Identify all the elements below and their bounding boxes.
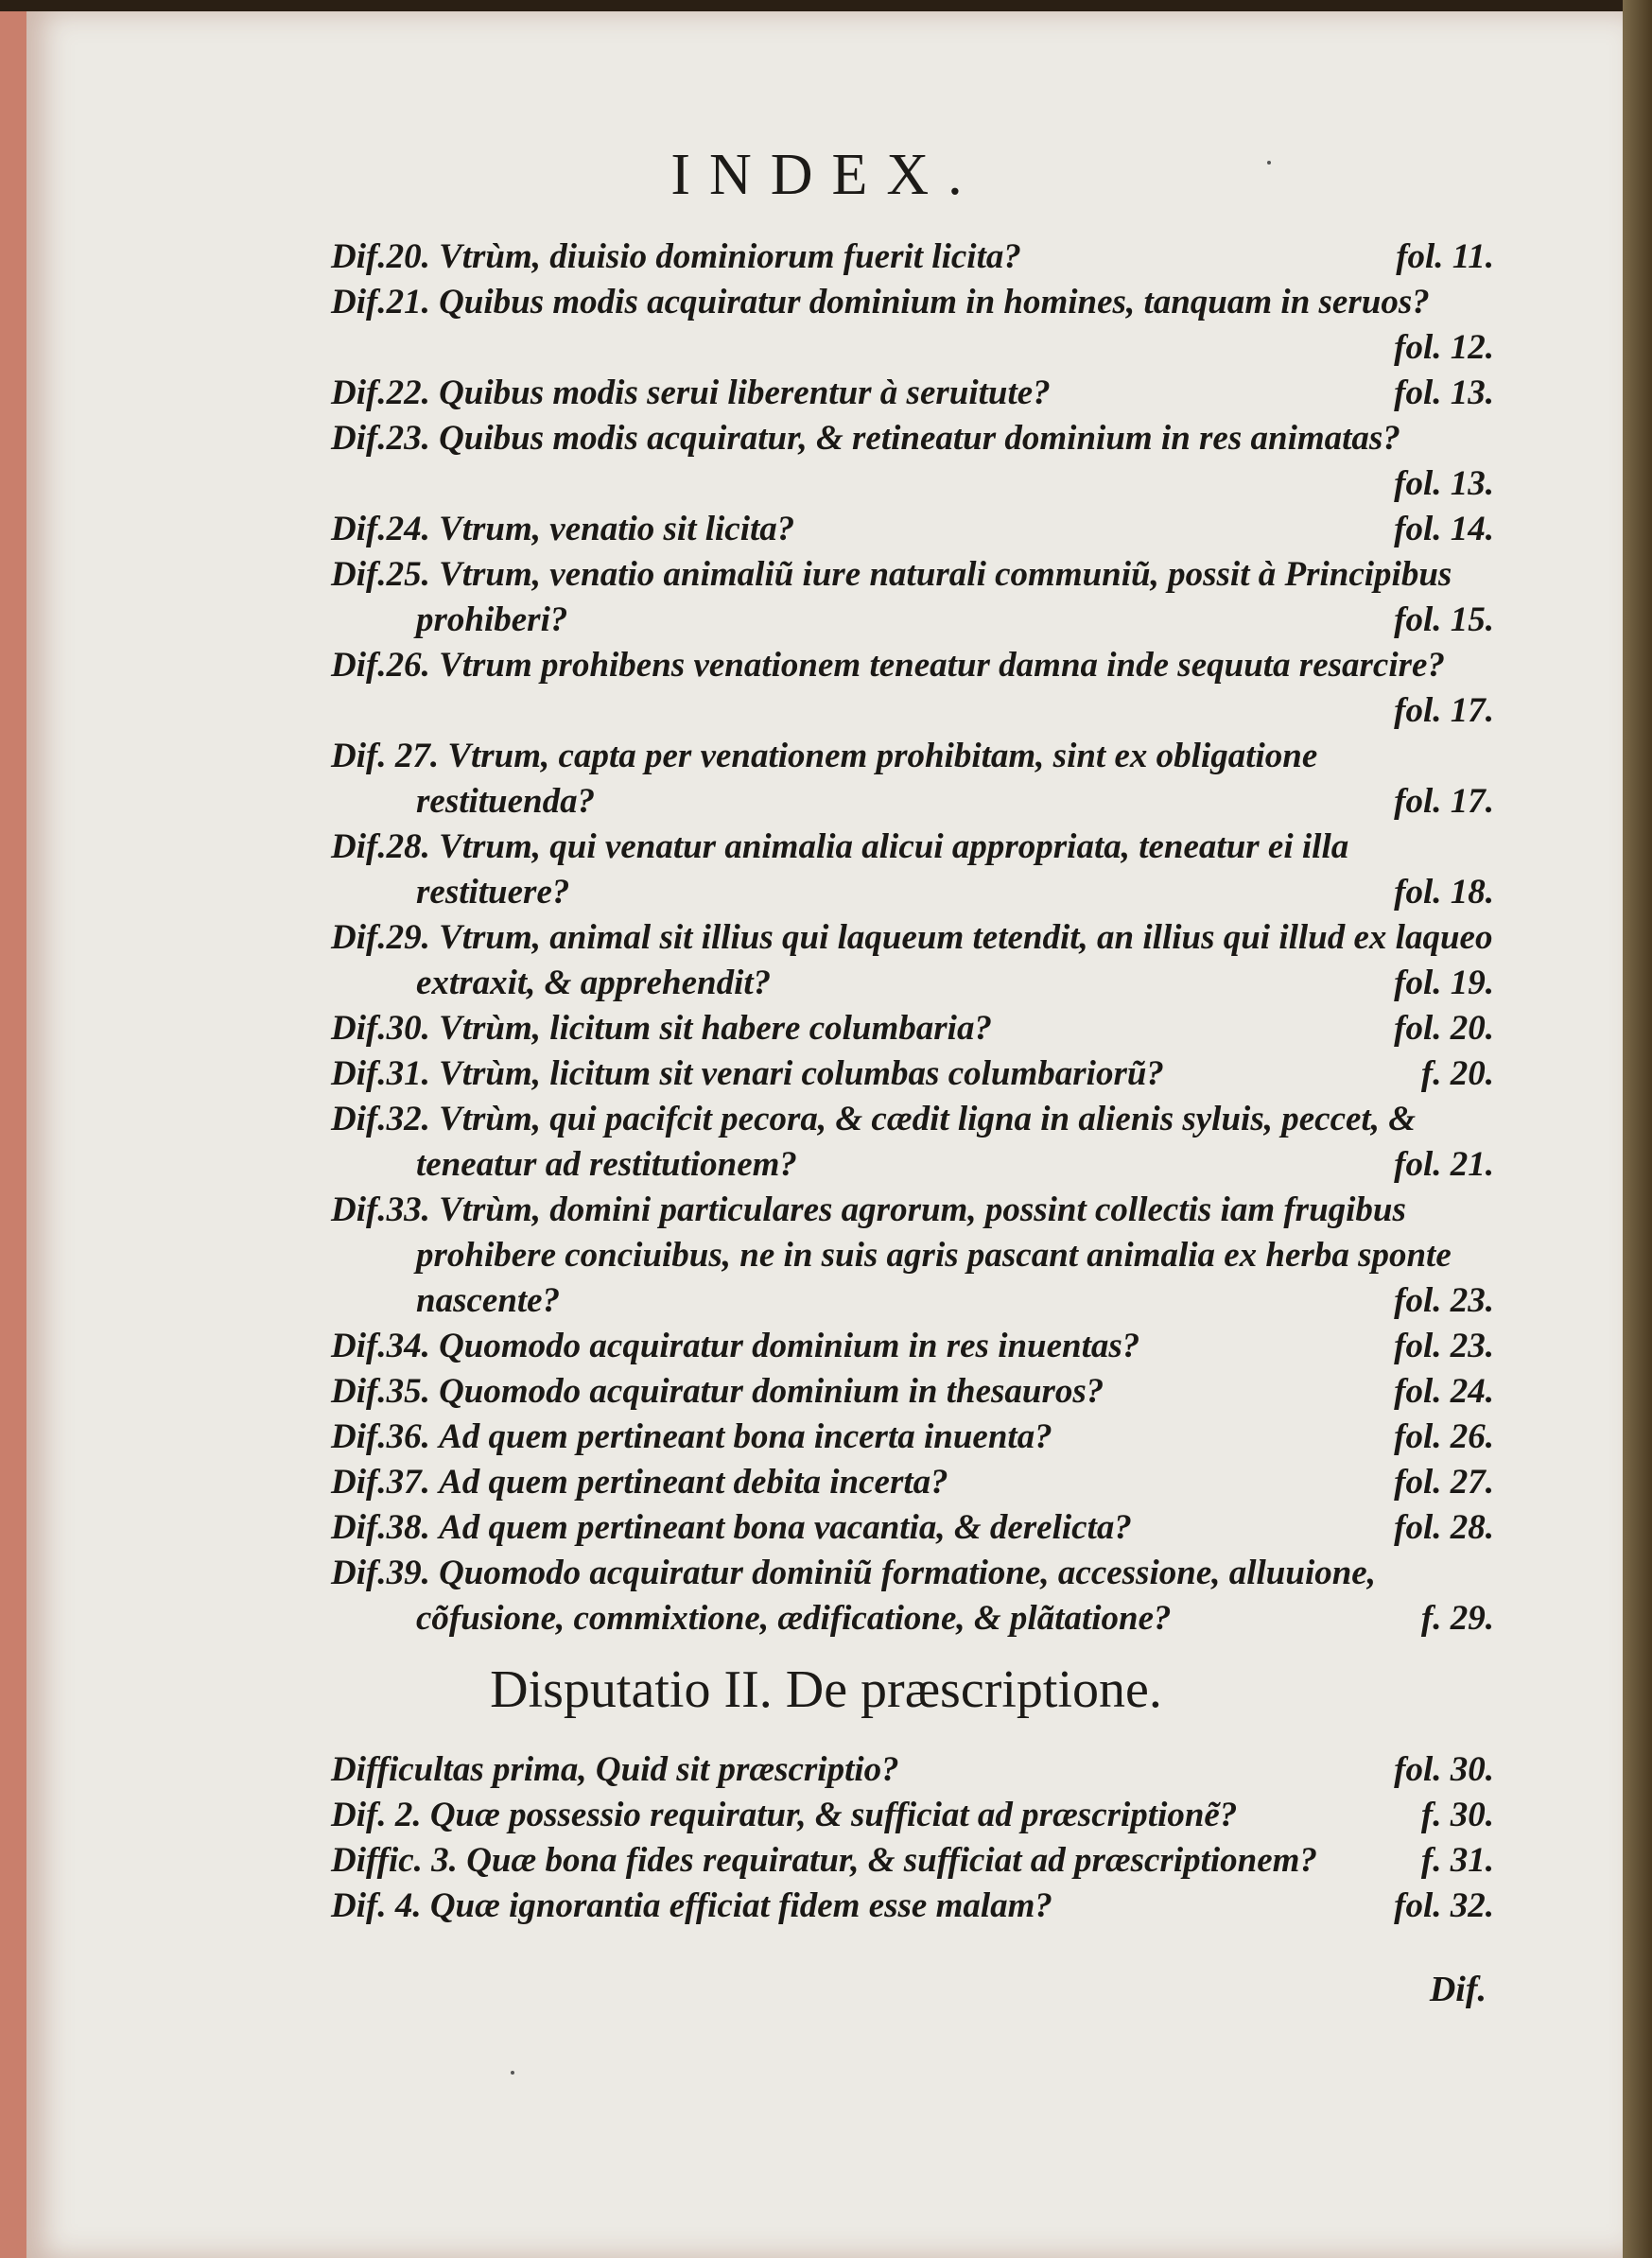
- entry-title: Vtrùm, domini particulares agrorum, possint collectis iam frugibus prohibere conciuibus, ne in suis agris pascant animalia ex herba sponte nascente?: [416, 1190, 1452, 1320]
- entry-number: Dif.22.: [331, 373, 430, 412]
- entry-title: Vtrum, capta per venationem prohibitam, sint ex obligatione restituenda?: [416, 737, 1318, 821]
- entry-folio: fol. 30.: [1382, 1747, 1494, 1793]
- entry-folio: fol. 23.: [1382, 1324, 1494, 1369]
- entry-folio: fol. 15.: [1382, 598, 1494, 643]
- entry-number: Dif.21.: [331, 283, 430, 321]
- entry-title: Vtrùm, licitum sit habere columbaria?: [439, 1009, 992, 1048]
- entry-number: Dif. 27.: [331, 737, 440, 775]
- index-entry: [331, 371, 1494, 416]
- entry-title: Ad quem pertineant bona incerta inuenta?: [439, 1417, 1052, 1456]
- entry-folio: fol. 23.: [1382, 1278, 1494, 1324]
- entry-folio: fol. 28.: [1382, 1505, 1494, 1551]
- entry-folio: fol. 18.: [1382, 870, 1494, 915]
- entry-folio: fol. 17.: [1382, 779, 1494, 825]
- entry-number: Dif.33.: [331, 1190, 430, 1229]
- entry-number: Dif.31.: [331, 1054, 430, 1093]
- paper-speck: [511, 2071, 514, 2075]
- paper-speck: [1267, 161, 1271, 165]
- entry-number: Dif.30.: [331, 1009, 430, 1048]
- entry-folio: fol. 24.: [1382, 1369, 1494, 1415]
- entry-number: Dif.23.: [331, 419, 430, 458]
- index-entry: [331, 1838, 1494, 1884]
- entry-folio: fol. 13.: [1382, 461, 1494, 507]
- index-entry: [331, 825, 1494, 915]
- entry-folio: fol. 27.: [1382, 1460, 1494, 1505]
- entry-number: Dif.24.: [331, 510, 430, 548]
- entry-title: Vtrum prohibens venationem teneatur damna inde sequuta resarcire?: [439, 646, 1445, 685]
- entry-number: Dif. 2.: [331, 1796, 422, 1834]
- entry-title: Quomodo acquiratur dominiũ formatione, accessione, alluuione, cõfusione, commixtione, ædificatione, & plãtatione?: [416, 1554, 1376, 1638]
- entry-number: Dif.37.: [331, 1463, 430, 1502]
- entry-title: Vtrum, animal sit illius qui laqueum tetendit, an illius qui illud ex laqueo extraxit, & apprehendit?: [416, 918, 1493, 1002]
- entry-number: Dif.25.: [331, 555, 430, 594]
- index-entry: [331, 1006, 1494, 1051]
- index-entry: [331, 507, 1494, 552]
- book-spine: [1623, 0, 1652, 2258]
- entry-number: Dif.28.: [331, 827, 430, 866]
- entry-title: Vtrùm, licitum sit venari columbas columbariorũ?: [439, 1054, 1164, 1093]
- entry-number: Dif.26.: [331, 646, 430, 685]
- entry-title: Ad quem pertineant debita incerta?: [439, 1463, 948, 1502]
- index-list-disputatio-2: [331, 1747, 1494, 1929]
- entry-number: Dif.39.: [331, 1554, 430, 1592]
- entry-title: Quibus modis serui liberentur à seruitute?: [439, 373, 1051, 412]
- index-entry: [331, 643, 1494, 734]
- index-entry: [331, 1415, 1494, 1460]
- index-entry: [331, 1793, 1494, 1838]
- entry-number: Dif.35.: [331, 1372, 430, 1411]
- entry-folio: fol. 26.: [1382, 1415, 1494, 1460]
- index-entry: [331, 1324, 1494, 1369]
- index-entry: [331, 234, 1494, 280]
- index-entry: [331, 1369, 1494, 1415]
- entry-folio: fol. 19.: [1382, 961, 1494, 1006]
- entry-title: Vtrum, venatio animaliũ iure naturali communiũ, possit à Principibus prohiberi?: [416, 555, 1452, 639]
- entry-number: Diffic. 3.: [331, 1841, 458, 1880]
- entry-folio: fol. 14.: [1382, 507, 1494, 552]
- entry-title: Quibus modis acquiratur, & retineatur dominium in res animatas?: [439, 419, 1400, 458]
- index-entry: [331, 416, 1494, 507]
- entry-folio: f. 29.: [1410, 1596, 1494, 1641]
- entry-title: Vtrum, qui venatur animalia alicui appropriata, teneatur ei illa restituere?: [416, 827, 1349, 912]
- entry-title: Quomodo acquiratur dominium in res inuentas?: [439, 1327, 1140, 1365]
- entry-title: Quæ ignorantia efficiat fidem esse malam?: [429, 1886, 1052, 1925]
- entry-title: Ad quem pertineant bona vacantia, & derelicta?: [439, 1508, 1132, 1547]
- entry-number: Dif.32.: [331, 1100, 430, 1138]
- index-list-disputatio-1: [331, 234, 1494, 1641]
- entry-title: Quæ possessio requiratur, & sufficiat ad præscriptionẽ?: [429, 1796, 1238, 1834]
- entry-number: Dif.38.: [331, 1508, 430, 1547]
- entry-folio: fol. 32.: [1382, 1884, 1494, 1929]
- catchword: Dif.: [1429, 1970, 1487, 2009]
- running-head: INDEX.: [670, 143, 982, 207]
- entry-number: Dif. 4.: [331, 1886, 422, 1925]
- entry-folio: fol. 20.: [1382, 1006, 1494, 1051]
- entry-folio: f. 30.: [1410, 1793, 1494, 1838]
- entry-title: Vtrùm, diuisio dominiorum fuerit licita?: [439, 237, 1021, 276]
- entry-title: Quæ bona fides requiratur, & sufficiat ad præscriptionem?: [466, 1841, 1317, 1880]
- entry-title: Quibus modis acquiratur dominium in homines, tanquam in seruos?: [439, 283, 1430, 321]
- entry-title: Quid sit præscriptio?: [595, 1750, 899, 1789]
- entry-folio: f. 31.: [1410, 1838, 1494, 1884]
- entry-number: Dif.20.: [331, 237, 430, 276]
- entry-folio: fol. 21.: [1382, 1142, 1494, 1188]
- index-entry: [331, 552, 1494, 643]
- index-entry: [331, 1551, 1494, 1641]
- entry-number: Dif.34.: [331, 1327, 430, 1365]
- entry-folio: fol. 17.: [1382, 688, 1494, 734]
- entry-folio: fol. 12.: [1382, 325, 1494, 371]
- index-entry: [331, 915, 1494, 1006]
- entry-number: Difficultas prima,: [331, 1750, 587, 1789]
- entry-number: Dif.36.: [331, 1417, 430, 1456]
- entry-folio: f. 20.: [1410, 1051, 1494, 1097]
- index-entry: [331, 1505, 1494, 1551]
- index-entry: [331, 1051, 1494, 1097]
- index-entry: [331, 734, 1494, 825]
- index-entry: [331, 280, 1494, 371]
- entry-title: Vtrum, venatio sit licita?: [439, 510, 795, 548]
- entry-title: Quomodo acquiratur dominium in thesauros?: [439, 1372, 1104, 1411]
- entry-folio: fol. 13.: [1382, 371, 1494, 416]
- index-entry: [331, 1460, 1494, 1505]
- index-entry: [331, 1884, 1494, 1929]
- section-heading: Disputatio II. De præscriptione.: [490, 1660, 1162, 1719]
- index-entry: [331, 1188, 1494, 1324]
- index-entry: [331, 1097, 1494, 1188]
- entry-number: Dif.29.: [331, 918, 430, 957]
- entry-title: Vtrùm, qui pacifcit pecora, & cædit ligna in alienis syluis, peccet, & teneatur ad restitutionem?: [416, 1100, 1416, 1184]
- index-entry: [331, 1747, 1494, 1793]
- entry-folio: fol. 11.: [1384, 234, 1494, 280]
